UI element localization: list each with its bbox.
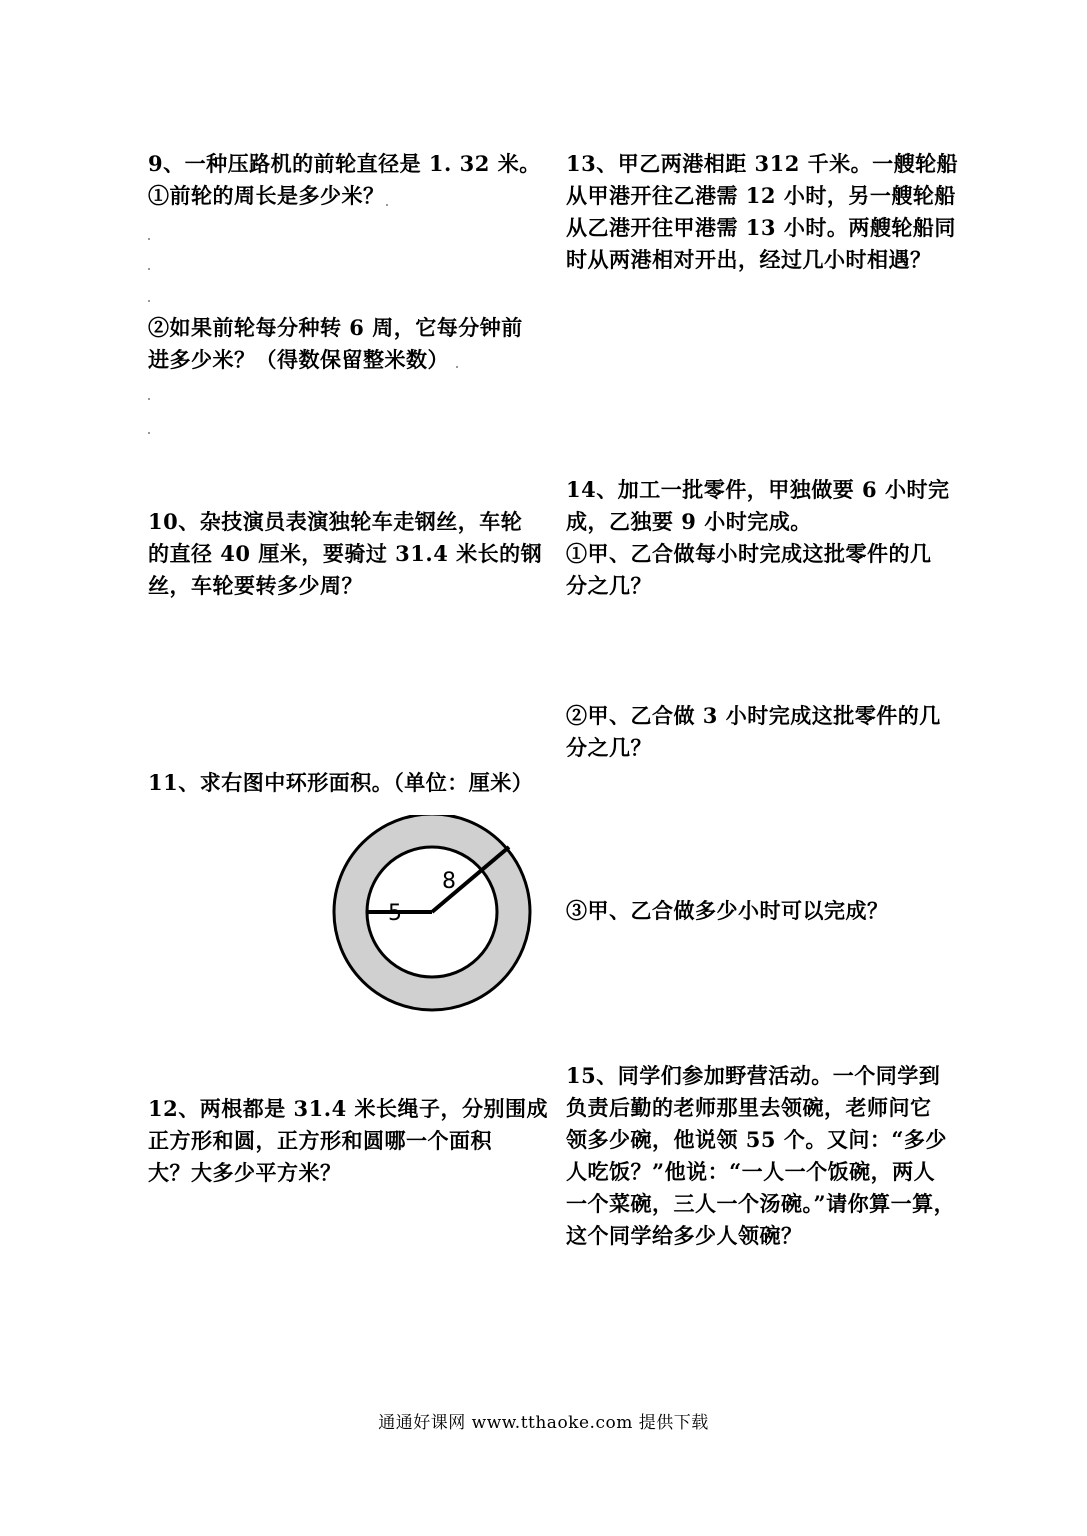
scan-speck xyxy=(148,398,150,400)
question-13 xyxy=(566,148,959,276)
question-9 xyxy=(148,148,541,212)
question-10-line: 丝，车轮要转多少周？ xyxy=(148,573,363,598)
scan-speck xyxy=(148,300,150,302)
question-10-line: 的直径 40 厘米，要骑过 31.4 米长的钢 xyxy=(148,541,543,566)
question-15-line: 领多少碗，他说领 55 个。又问：“多少 xyxy=(566,1127,947,1152)
outer-radius-label: 8 xyxy=(442,869,456,894)
question-9-line: 9、一种压路机的前轮直径是 1. 32 米。 xyxy=(148,151,541,176)
question-14-line: ①甲、乙合做每小时完成这批零件的几 xyxy=(566,541,932,566)
question-10-line: 10、杂技演员表演独轮车走钢丝，车轮 xyxy=(148,509,523,534)
question-14-part-2 xyxy=(566,700,956,764)
question-14-part-2-line: 分之几？ xyxy=(566,735,652,760)
question-14-part-2-line: ②甲、乙合做 3 小时完成这批零件的几 xyxy=(566,703,941,728)
question-12-line: 12、两根都是 31.4 米长绳子，分别围成 xyxy=(148,1096,548,1121)
question-14-line: 分之几？ xyxy=(566,573,652,598)
scan-speck xyxy=(148,268,150,270)
question-9-part-2-line: ②如果前轮每分种转 6 周，它每分钟前 xyxy=(148,315,523,340)
question-13-line: 13、甲乙两港相距 312 千米。一艘轮船 xyxy=(566,151,959,176)
question-9-line: ①前轮的周长是多少米？ xyxy=(148,183,385,208)
question-9-part-2 xyxy=(148,312,538,376)
question-15-line: 这个同学给多少人领碗？ xyxy=(566,1223,803,1248)
question-14-line: 成，乙独要 9 小时完成。 xyxy=(566,509,812,534)
question-12-line: 大？大多少平方米？ xyxy=(148,1160,342,1185)
question-13-line: 时从两港相对开出，经过几小时相遇？ xyxy=(566,247,932,272)
question-14-line: 14、加工一批零件，甲独做要 6 小时完 xyxy=(566,477,950,502)
question-13-line: 从甲港开往乙港需 12 小时，另一艘轮船 xyxy=(566,183,956,208)
scan-speck xyxy=(148,432,150,434)
annulus-figure xyxy=(320,815,550,1025)
page-footer: 通通好课网 www.tthaoke.com 提供下载 xyxy=(378,1413,709,1433)
question-11 xyxy=(148,767,538,799)
question-11-line: 11、求右图中环形面积。（单位：厘米） xyxy=(148,770,534,795)
question-14-part-3 xyxy=(566,895,956,927)
question-13-line: 从乙港开往甲港需 13 小时。两艘轮船同 xyxy=(566,215,956,240)
question-14-part-3-line: ③甲、乙合做多少小时可以完成？ xyxy=(566,898,889,923)
question-9-part-2-line: 进多少米？（得数保留整米数） xyxy=(148,347,449,372)
inner-radius-label: 5 xyxy=(388,901,402,926)
question-15 xyxy=(566,1060,956,1252)
question-15-line: 负责后勤的老师那里去领碗，老师问它 xyxy=(566,1095,932,1120)
question-12-line: 正方形和圆，正方形和圆哪一个面积 xyxy=(148,1128,492,1153)
question-15-line: 一个菜碗，三人一个汤碗。”请你算一算， xyxy=(566,1191,956,1216)
scan-speck xyxy=(456,366,458,368)
question-14 xyxy=(566,474,956,602)
scan-speck xyxy=(148,238,150,240)
question-12 xyxy=(148,1093,548,1189)
question-15-line: 人吃饭？”他说：“一人一个饭碗，两人 xyxy=(566,1159,936,1184)
scan-speck xyxy=(386,204,388,206)
question-15-line: 15、同学们参加野营活动。一个同学到 xyxy=(566,1063,941,1088)
question-10 xyxy=(148,506,543,602)
